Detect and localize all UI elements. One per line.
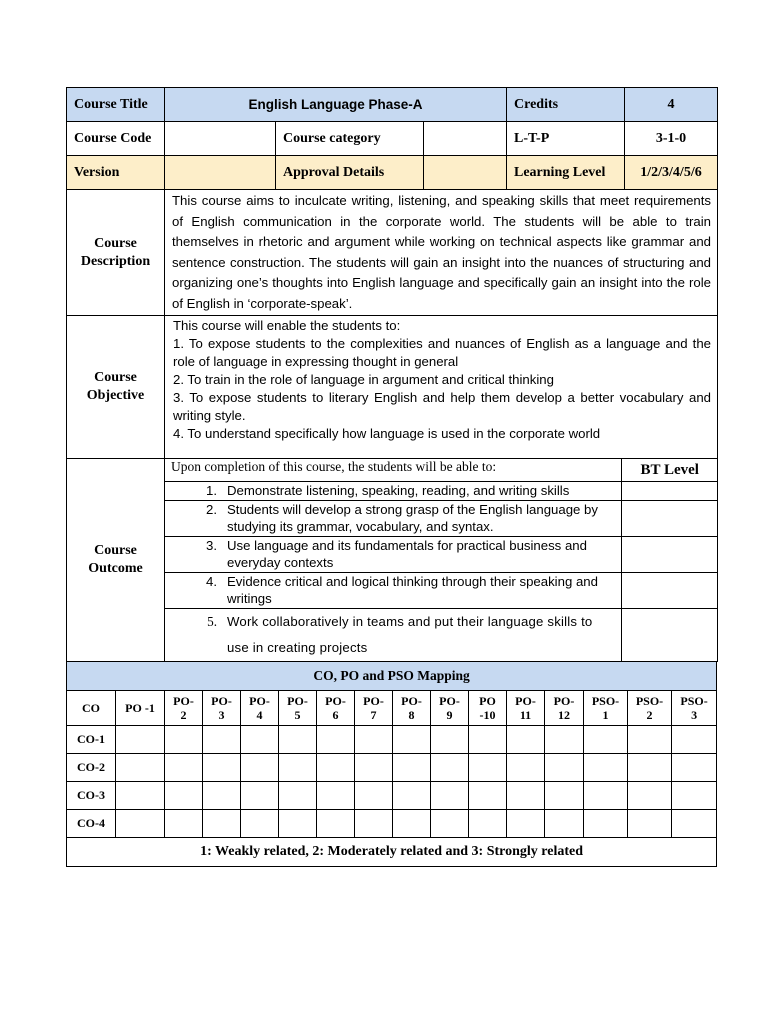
mapping-cell — [469, 809, 507, 837]
col-header: PO- 7 — [355, 690, 393, 725]
bt-level-value — [621, 536, 718, 572]
mapping-cell — [672, 753, 717, 781]
mapping-cell — [355, 809, 393, 837]
description-text: This course aims to inculcate writing, listening, and speaking skills that meet requirements of English communication in the corporate world. The students will be able to train themselves in rhetoric and argument while working on technical aspects like grammar and sentence construction. The students will gain an insight into the nuances of structuring and organizing one’s thoughts into English language and specifically gain an insight into the role of English in ‘corporate-speak’. — [165, 190, 718, 316]
mapping-cell — [203, 753, 241, 781]
learning-level-label: Learning Level — [507, 156, 625, 190]
mapping-cell — [672, 781, 717, 809]
mapping-cell — [584, 725, 628, 753]
mapping-cell — [203, 809, 241, 837]
col-header: PO- 3 — [203, 690, 241, 725]
course-header-table — [66, 87, 718, 190]
mapping-cell — [507, 725, 545, 753]
col-po1-header: PO -1 — [116, 690, 165, 725]
mapping-cell — [116, 725, 165, 753]
mapping-cell — [507, 809, 545, 837]
col-header: PSO- 2 — [628, 690, 672, 725]
mapping-cell — [116, 781, 165, 809]
course-code-value — [165, 122, 276, 156]
objective-item: 3. To expose students to literary English and help them develop a better vocabulary and writing style. — [173, 390, 711, 423]
mapping-cell — [355, 781, 393, 809]
mapping-cell — [393, 781, 431, 809]
mapping-cell — [241, 809, 279, 837]
co-row-label: CO-3 — [67, 781, 116, 809]
col-header: PO- 4 — [241, 690, 279, 725]
mapping-cell — [317, 809, 355, 837]
outcome-item: 3. Use language and its fundamentals for practical business and everyday contexts — [165, 536, 621, 572]
mapping-cell — [545, 753, 584, 781]
course-sheet — [66, 87, 717, 867]
col-header: PO- 9 — [431, 690, 469, 725]
mapping-header-row — [67, 690, 717, 725]
col-header: PO- 8 — [393, 690, 431, 725]
col-header: PO -10 — [469, 690, 507, 725]
mapping-cell — [355, 725, 393, 753]
header-row-code — [67, 122, 718, 156]
mapping-row — [67, 781, 717, 809]
mapping-cell — [393, 753, 431, 781]
approval-value — [424, 156, 507, 190]
bt-level-value — [621, 572, 718, 608]
mapping-cell — [545, 781, 584, 809]
mapping-cell — [317, 725, 355, 753]
mapping-cell — [279, 781, 317, 809]
course-body-table — [66, 189, 718, 662]
mapping-cell — [165, 725, 203, 753]
col-co-header: CO — [67, 690, 116, 725]
course-title-label: Course Title — [67, 88, 165, 122]
outcome-cell — [165, 459, 718, 662]
mapping-cell — [393, 809, 431, 837]
mapping-cell — [393, 725, 431, 753]
mapping-cell — [584, 809, 628, 837]
outcome-item-row — [165, 608, 718, 661]
mapping-cell — [469, 753, 507, 781]
outcome-item-row — [165, 500, 718, 536]
mapping-cell — [584, 781, 628, 809]
mapping-cell — [628, 781, 672, 809]
mapping-cell — [203, 781, 241, 809]
col-header: PO- 5 — [279, 690, 317, 725]
description-row — [67, 190, 718, 316]
header-row-title — [67, 88, 718, 122]
mapping-cell — [116, 809, 165, 837]
objective-text — [165, 316, 718, 459]
mapping-row — [67, 753, 717, 781]
outcome-item-row — [165, 572, 718, 608]
mapping-row — [67, 809, 717, 837]
objective-label: Course Objective — [67, 316, 165, 459]
header-row-version — [67, 156, 718, 190]
col-header: PSO- 3 — [672, 690, 717, 725]
credits-label: Credits — [507, 88, 625, 122]
outcome-item: 5. Work collaboratively in teams and put their language skills to use in creating projects — [165, 608, 621, 661]
mapping-footer-row — [67, 837, 717, 866]
outcome-intro-row — [165, 459, 718, 482]
outcome-item-row — [165, 536, 718, 572]
mapping-title-row — [67, 661, 717, 690]
mapping-cell — [279, 809, 317, 837]
col-header: PO- 12 — [545, 690, 584, 725]
description-label: Course Description — [67, 190, 165, 316]
mapping-cell — [241, 753, 279, 781]
outcome-table — [165, 459, 718, 661]
co-row-label: CO-1 — [67, 725, 116, 753]
course-category-value — [424, 122, 507, 156]
mapping-row — [67, 725, 717, 753]
mapping-cell — [165, 781, 203, 809]
approval-label: Approval Details — [276, 156, 424, 190]
mapping-body — [67, 725, 717, 837]
mapping-cell — [545, 809, 584, 837]
col-header: PO- 11 — [507, 690, 545, 725]
mapping-cell — [545, 725, 584, 753]
bt-level-value — [621, 482, 718, 501]
mapping-cell — [507, 753, 545, 781]
co-row-label: CO-4 — [67, 809, 116, 837]
version-label: Version — [67, 156, 165, 190]
outcome-item: 1. Demonstrate listening, speaking, reading, and writing skills — [165, 482, 621, 501]
mapping-cell — [116, 753, 165, 781]
credits-value: 4 — [625, 88, 718, 122]
outcome-item-row — [165, 482, 718, 501]
bt-level-value — [621, 608, 718, 661]
version-value — [165, 156, 276, 190]
mapping-cell — [241, 725, 279, 753]
mapping-cell — [672, 725, 717, 753]
outcome-item: 4. Evidence critical and logical thinking through their speaking and writings — [165, 572, 621, 608]
objective-item: 1. To expose students to the complexities and nuances of English as a language and the role of language in expressing thought in general — [173, 336, 711, 369]
outcome-intro: Upon completion of this course, the students will be able to: — [165, 459, 621, 482]
mapping-cell — [279, 753, 317, 781]
outcome-row — [67, 459, 718, 662]
course-code-label: Course Code — [67, 122, 165, 156]
col-header: PSO- 1 — [584, 690, 628, 725]
mapping-cell — [628, 753, 672, 781]
mapping-cell — [355, 753, 393, 781]
course-title-value: English Language Phase-A — [165, 88, 507, 122]
bt-level-value — [621, 500, 718, 536]
mapping-title: CO, PO and PSO Mapping — [67, 661, 717, 690]
mapping-cell — [203, 725, 241, 753]
ltp-label: L-T-P — [507, 122, 625, 156]
col-header: PO- 6 — [317, 690, 355, 725]
mapping-cell — [241, 781, 279, 809]
mapping-legend: 1: Weakly related, 2: Moderately related and 3: Strongly related — [67, 837, 717, 866]
objective-intro: This course will enable the students to: — [173, 318, 401, 333]
mapping-cell — [469, 781, 507, 809]
col-header: PO- 2 — [165, 690, 203, 725]
co-po-mapping-table — [66, 661, 717, 867]
mapping-cell — [628, 725, 672, 753]
outcome-label: Course Outcome — [67, 459, 165, 662]
mapping-cell — [672, 809, 717, 837]
mapping-cell — [279, 725, 317, 753]
learning-level-value: 1/2/3/4/5/6 — [625, 156, 718, 190]
mapping-cell — [507, 781, 545, 809]
mapping-cell — [431, 781, 469, 809]
mapping-cell — [431, 753, 469, 781]
mapping-cell — [431, 809, 469, 837]
mapping-cell — [628, 809, 672, 837]
course-category-label: Course category — [276, 122, 424, 156]
co-row-label: CO-2 — [67, 753, 116, 781]
outcome-item: 2. Students will develop a strong grasp of the English language by studying its grammar, vocabulary, and syntax. — [165, 500, 621, 536]
objective-item: 4. To understand specifically how language is used in the corporate world — [173, 426, 601, 441]
mapping-cell — [165, 809, 203, 837]
mapping-cell — [165, 753, 203, 781]
bt-level-label: BT Level — [621, 459, 718, 482]
objective-row — [67, 316, 718, 459]
ltp-value: 3-1-0 — [625, 122, 718, 156]
mapping-cell — [431, 725, 469, 753]
mapping-cell — [317, 781, 355, 809]
mapping-cell — [317, 753, 355, 781]
mapping-cell — [469, 725, 507, 753]
objective-item: 2. To train in the role of language in argument and critical thinking — [173, 372, 554, 387]
mapping-cell — [584, 753, 628, 781]
